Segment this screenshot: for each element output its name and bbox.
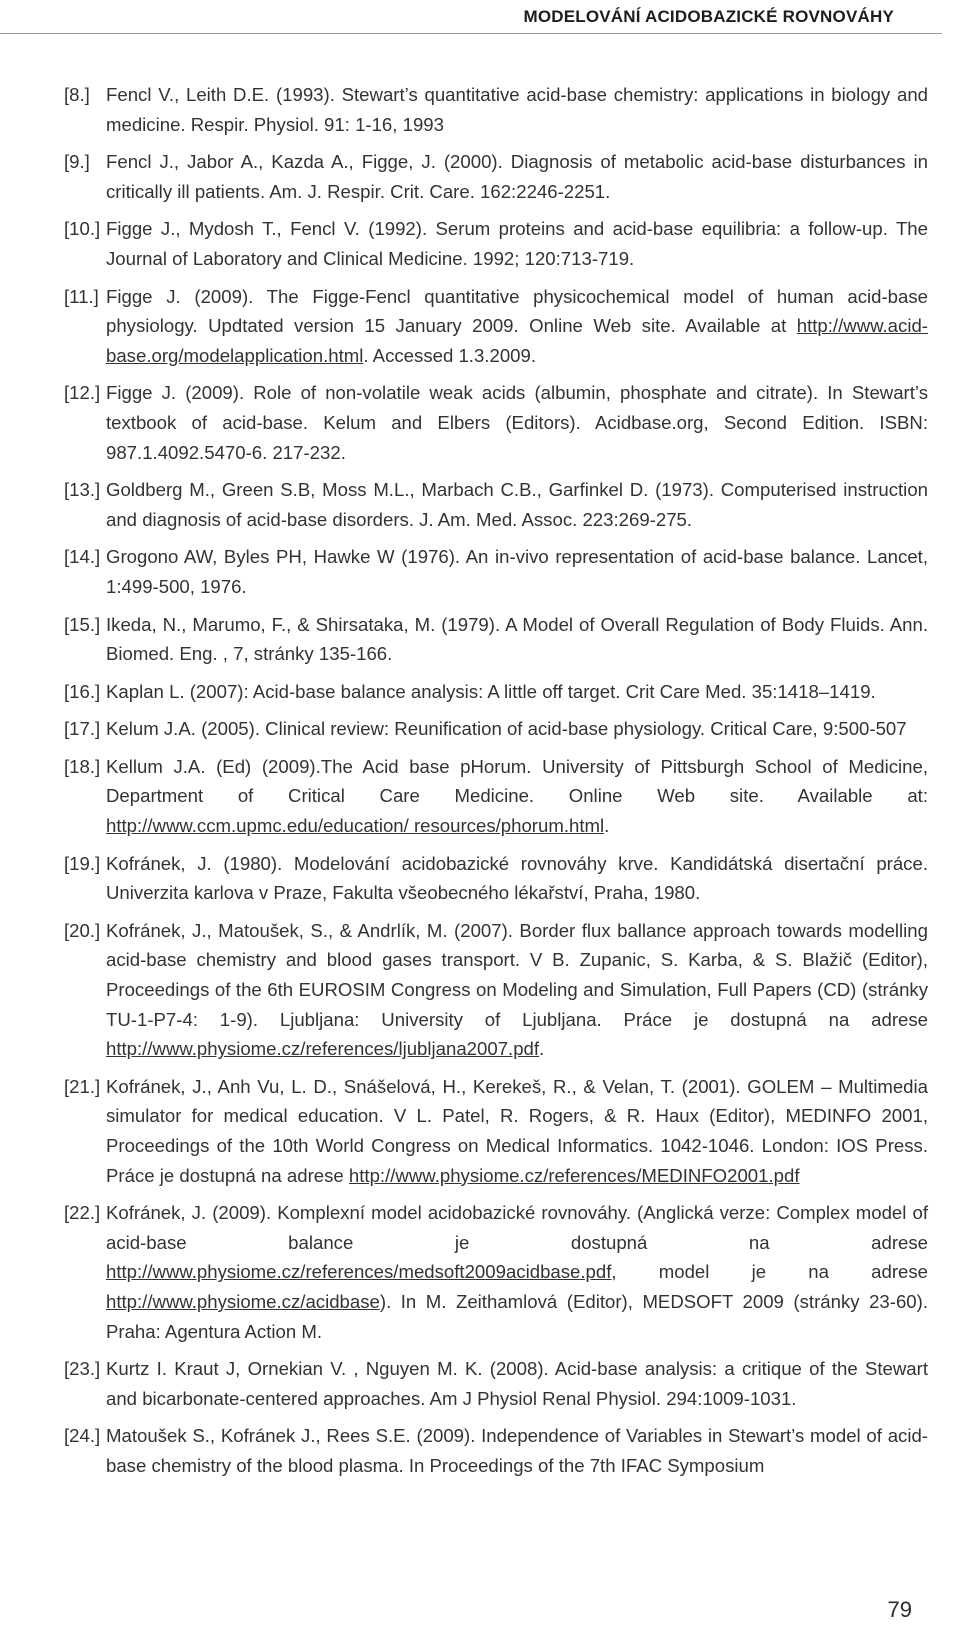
reference-text <box>106 282 928 371</box>
reference-text-segment: Kelum J.A. (2005). Clinical review: Reunification of acid-base physiology. Critical Care, 9:500-507 <box>106 718 907 740</box>
reference-number: [14.] <box>64 546 101 568</box>
reference-item <box>64 1198 928 1346</box>
reference-text-segment: Figge J. (2009). The Figge-Fencl quantitative physicochemical model of human acid-base physiology. Updtated version 15 January 2009. Online Web site. Available at <box>106 285 928 337</box>
reference-number: [12.] <box>64 382 101 404</box>
header-divider <box>0 33 942 34</box>
reference-list <box>64 80 928 1489</box>
reference-link[interactable]: http://www.physiome.cz/references/MEDINFO2001.pdf <box>348 1164 800 1186</box>
reference-link[interactable]: http://www.ccm.upmc.edu/education/ resources/phorum.html <box>106 815 605 837</box>
reference-text-segment: . <box>604 815 610 837</box>
reference-text <box>106 542 928 601</box>
reference-item <box>64 677 928 707</box>
reference-text-segment: Kofránek, J. (2009). Komplexní model acidobazické rovnováhy. (Anglická verze: Complex model of acid-base balance je dostupná na adrese <box>106 1202 928 1253</box>
reference-text <box>106 752 928 841</box>
reference-item <box>64 475 928 534</box>
reference-text-segment: , model je na adrese <box>611 1261 928 1283</box>
reference-item <box>64 714 928 744</box>
reference-link[interactable]: http://www.physiome.cz/references/ljubljana2007.pdf <box>106 1038 540 1060</box>
reference-text <box>106 378 928 467</box>
reference-number: [23.] <box>64 1358 101 1380</box>
reference-number: [19.] <box>64 852 101 874</box>
reference-number: [24.] <box>64 1425 101 1447</box>
reference-item <box>64 1354 928 1413</box>
reference-number: [10.] <box>64 218 101 240</box>
reference-text <box>106 1421 928 1480</box>
reference-text-segment: Kofránek, J., Matoušek, S., & Andrlík, M. (2007). Border flux ballance approach towards modelling acid-base chemistry and blood gases transport. V B. Zupanic, S. Karba, & S. Blažič (Editor), Proceedings of the 6th EUROSIM Congress on Modeling and Simulation, Full Papers (CD) (stránky TU-1-P7-4: 1-9). Ljubljana: University of Ljubljana. Práce je dostupná na adrese <box>106 919 928 1030</box>
reference-text-segment: Goldberg M., Green S.B, Moss M.L., Marbach C.B., Garfinkel D. (1973). Computerised instruction and diagnosis of acid-base disorders. J. Am. Med. Assoc. 223:269-275. <box>106 479 928 530</box>
reference-item <box>64 542 928 601</box>
reference-item <box>64 916 928 1064</box>
reference-text-segment: Grogono AW, Byles PH, Hawke W (1976). An in-vivo representation of acid-base balance. Lancet, 1:499-500, 1976. <box>106 546 928 597</box>
reference-item <box>64 282 928 371</box>
reference-text-segment: Kellum J.A. (Ed) (2009).The Acid base pHorum. University of Pittsburgh School of Medicine, Department of Critical Care Medicine. Online Web site. Available at: <box>106 755 928 807</box>
reference-text <box>106 677 928 707</box>
reference-text <box>106 214 928 273</box>
reference-text-segment: Kofránek, J. (1980). Modelování acidobazické rovnováhy krve. Kandidátská disertační práce. Univerzita karlova v Praze, Fakulta všeobecného lékařství, Praha, 1980. <box>106 852 928 904</box>
reference-text-segment: ). In M. Zeithamlová (Editor), MEDSOFT 2009 (stránky 23-60). Praha: Agentura Action M. <box>106 1290 928 1342</box>
reference-item <box>64 214 928 273</box>
reference-text <box>106 916 928 1064</box>
reference-text <box>106 1198 928 1346</box>
reference-item <box>64 1421 928 1480</box>
reference-text-segment: Fencl J., Jabor A., Kazda A., Figge, J. (2000). Diagnosis of metabolic acid-base disturbances in critically ill patients. Am. J. Respir. Crit. Care. 162:2246-2251. <box>106 151 928 202</box>
reference-text-segment: Kaplan L. (2007): Acid-base balance analysis: A little off target. Crit Care Med. 35:1418–1419. <box>106 680 876 702</box>
reference-item <box>64 378 928 467</box>
reference-text-segment: Figge J., Mydosh T., Fencl V. (1992). Serum proteins and acid-base equilibria: a follow-up. The Journal of Laboratory and Clinical Medicine. 1992; 120:713-719. <box>106 218 928 269</box>
reference-text-segment: Kofránek, J., Anh Vu, L. D., Snášelová, H., Kerekeš, R., & Velan, T. (2001). GOLEM – Multimedia simulator for medical education. V L. Patel, R. Rogers, & R. Haux (Editor), MEDINFO 2001, Proceedings of the 10th World Congress on Medical Informatics. 1042-1046. London: IOS Press. Práce je dostupná na adrese <box>106 1075 928 1186</box>
reference-text-segment: Figge J. (2009). Role of non-volatile weak acids (albumin, phosphate and citrate). In Stewart’s textbook of acid-base. Kelum and Elbers (Editors). Acidbase.org, Second Edition. ISBN: 987.1.4092.5470-6. 217-232. <box>106 382 928 463</box>
page-number: 79 <box>887 1597 912 1622</box>
reference-link[interactable]: http://www.acid-base.org/modelapplication.html <box>106 315 928 366</box>
reference-number: [21.] <box>64 1075 101 1097</box>
reference-number: [18.] <box>64 755 101 777</box>
reference-item <box>64 80 928 139</box>
reference-text <box>106 1072 928 1190</box>
reference-text <box>106 610 928 669</box>
reference-number: [17.] <box>64 718 101 740</box>
reference-number: [22.] <box>64 1202 101 1224</box>
reference-number: [13.] <box>64 479 101 501</box>
reference-text <box>106 849 928 908</box>
running-header <box>0 0 960 40</box>
reference-text-segment: Kurtz I. Kraut J, Ornekian V. , Nguyen M. K. (2008). Acid-base analysis: a critique of the Stewart and bicarbonate-centered approaches. Am J Physiol Renal Physiol. 294:1009-1031. <box>106 1358 928 1409</box>
running-header-title: MODELOVÁNÍ ACIDOBAZICKÉ ROVNOVÁHY <box>523 7 894 26</box>
reference-text-segment: Ikeda, N., Marumo, F., & Shirsataka, M. (1979). A Model of Overall Regulation of Body Fluids. Ann. Biomed. Eng. , 7, stránky 135-166. <box>106 613 928 665</box>
reference-text-segment: . <box>539 1038 545 1060</box>
reference-number: [11.] <box>64 285 99 307</box>
reference-number: [15.] <box>64 613 101 635</box>
reference-link[interactable]: http://www.physiome.cz/acidbase <box>106 1290 380 1312</box>
reference-item <box>64 147 928 206</box>
reference-text-segment: . Accessed 1.3.2009. <box>363 344 537 366</box>
reference-text <box>106 475 928 534</box>
reference-link[interactable]: http://www.physiome.cz/references/medsoft2009acidbase.pdf <box>106 1261 612 1283</box>
reference-text-segment: Matoušek S., Kofránek J., Rees S.E. (2009). Independence of Variables in Stewart’s model of acid-base chemistry of the blood plasma. In Proceedings of the 7th IFAC Symposium <box>106 1425 928 1476</box>
reference-item <box>64 610 928 669</box>
reference-item <box>64 849 928 908</box>
reference-text <box>106 80 928 139</box>
reference-number: [16.] <box>64 680 101 702</box>
reference-text-segment: Fencl V., Leith D.E. (1993). Stewart’s quantitative acid-base chemistry: applications in biology and medicine. Respir. Physiol. 91: 1-16, 1993 <box>106 84 928 135</box>
reference-number: [8.] <box>64 84 90 105</box>
reference-number: [9.] <box>64 151 90 173</box>
reference-item <box>64 1072 928 1190</box>
reference-text <box>106 714 928 744</box>
reference-number: [20.] <box>64 919 101 941</box>
reference-text <box>106 147 928 206</box>
reference-item <box>64 752 928 841</box>
reference-text <box>106 1354 928 1413</box>
